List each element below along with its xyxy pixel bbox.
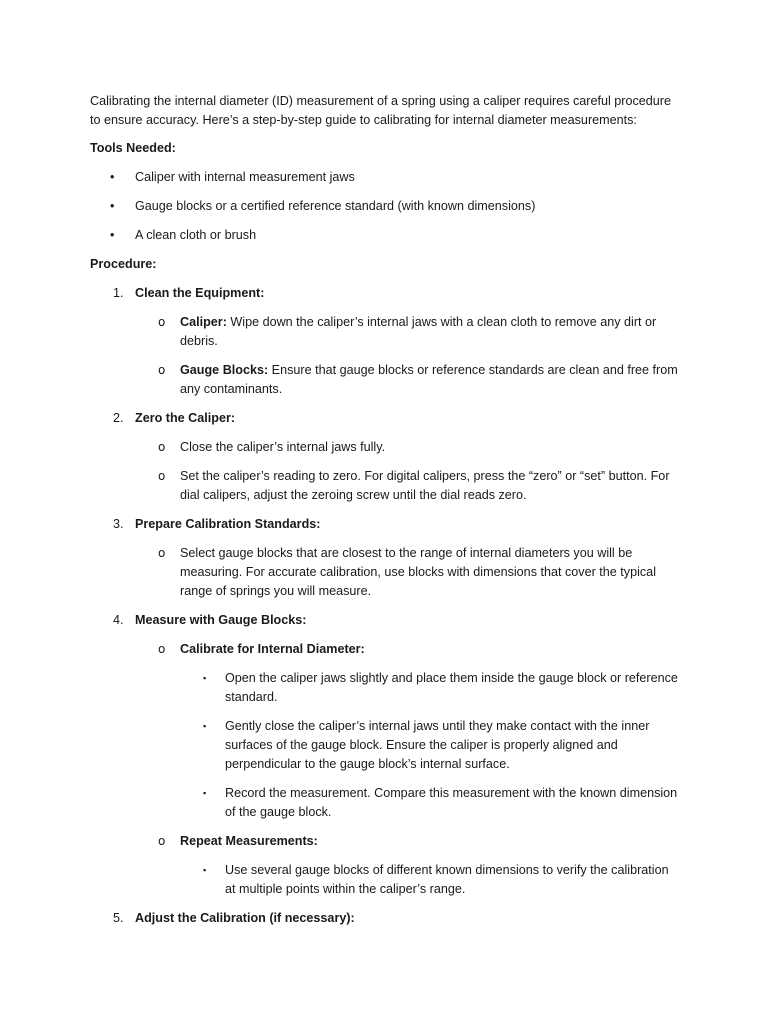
step-number: 3. bbox=[113, 517, 124, 531]
sub-item bbox=[135, 438, 680, 457]
sub-item-label: Repeat Measurements: bbox=[180, 834, 318, 848]
sub-item-text: Set the caliper’s reading to zero. For digital calipers, press the “zero” or “set” button. For dial calipers, adjust the zeroing screw until the dial reads zero. bbox=[180, 469, 670, 502]
nested-item bbox=[180, 784, 680, 822]
bullet-marker: • bbox=[110, 228, 115, 242]
tools-heading bbox=[90, 139, 680, 158]
intro-paragraph: Calibrating the internal diameter (ID) measurement of a spring using a caliper requires careful procedure to ensure accuracy. Here’s a step-by-step guide to calibrating for internal diameter measurements: bbox=[90, 94, 671, 127]
circle-marker: o bbox=[158, 469, 166, 483]
nested-item-text: Record the measurement. Compare this measurement with the known dimension of the gauge block. bbox=[225, 786, 678, 819]
circle-marker: o bbox=[158, 546, 166, 560]
document-page bbox=[90, 92, 680, 938]
procedure-step bbox=[90, 611, 680, 899]
sub-item bbox=[135, 544, 680, 601]
sub-item bbox=[135, 361, 680, 399]
step-sublist bbox=[135, 313, 680, 399]
step-title bbox=[135, 515, 680, 534]
procedure-steps bbox=[90, 284, 680, 928]
step-title-text: Zero the Caliper: bbox=[135, 411, 236, 425]
step-sublist bbox=[135, 544, 680, 601]
sub-item-label: Calibrate for Internal Diameter: bbox=[180, 642, 365, 656]
step-title bbox=[135, 909, 680, 928]
tools-heading-text: Tools Needed: bbox=[90, 141, 176, 155]
step-number: 1. bbox=[113, 286, 124, 300]
procedure-heading bbox=[90, 255, 680, 274]
tools-item-text: Caliper with internal measurement jaws bbox=[135, 170, 355, 184]
step-title bbox=[135, 611, 680, 630]
nested-sublist bbox=[180, 669, 680, 822]
square-bullet-marker: ▪ bbox=[203, 721, 207, 731]
step-title-text: Clean the Equipment: bbox=[135, 286, 265, 300]
step-number: 4. bbox=[113, 613, 124, 627]
circle-marker: o bbox=[158, 315, 166, 329]
step-sublist bbox=[135, 438, 680, 505]
step-number: 2. bbox=[113, 411, 124, 425]
procedure-step bbox=[90, 409, 680, 505]
circle-marker: o bbox=[158, 642, 166, 656]
sub-item bbox=[135, 313, 680, 351]
sub-item bbox=[135, 467, 680, 505]
step-title-text: Adjust the Calibration (if necessary): bbox=[135, 911, 355, 925]
bullet-marker: • bbox=[110, 199, 115, 213]
circle-marker: o bbox=[158, 363, 166, 377]
nested-item bbox=[180, 669, 680, 707]
tools-list bbox=[90, 168, 680, 245]
sub-item bbox=[135, 832, 680, 899]
sub-item-label: Caliper: bbox=[180, 315, 227, 329]
bullet-marker: • bbox=[110, 170, 115, 184]
step-title bbox=[135, 409, 680, 428]
procedure-step bbox=[90, 909, 680, 928]
tools-item-text: Gauge blocks or a certified reference standard (with known dimensions) bbox=[135, 199, 536, 213]
step-title-text: Measure with Gauge Blocks: bbox=[135, 613, 307, 627]
nested-item-text: Gently close the caliper’s internal jaws until they make contact with the inner surfaces of the gauge block. Ensure the caliper is properly aligned and perpendicular to the gauge block’s internal surface. bbox=[225, 719, 650, 771]
sub-item-text: Wipe down the caliper’s internal jaws with a clean cloth to remove any dirt or debris. bbox=[180, 315, 657, 348]
nested-item-text: Open the caliper jaws slightly and place them inside the gauge block or reference standard. bbox=[225, 671, 678, 704]
tools-list-item bbox=[90, 168, 680, 187]
step-title-text: Prepare Calibration Standards: bbox=[135, 517, 321, 531]
tools-item-text: A clean cloth or brush bbox=[135, 228, 257, 242]
sub-item bbox=[135, 640, 680, 822]
sub-item-text: Ensure that gauge blocks or reference standards are clean and free from any contaminants. bbox=[180, 363, 678, 396]
step-number: 5. bbox=[113, 911, 124, 925]
square-bullet-marker: ▪ bbox=[203, 865, 207, 875]
square-bullet-marker: ▪ bbox=[203, 673, 207, 683]
tools-list-item bbox=[90, 226, 680, 245]
nested-item bbox=[180, 861, 680, 899]
nested-item-text: Use several gauge blocks of different known dimensions to verify the calibration at multiple points within the caliper’s range. bbox=[225, 863, 669, 896]
sub-item-text: Close the caliper’s internal jaws fully. bbox=[180, 440, 386, 454]
circle-marker: o bbox=[158, 440, 166, 454]
sub-item-text: Select gauge blocks that are closest to the range of internal diameters you will be measuring. For accurate calibration, use blocks with dimensions that cover the typical range of springs you will measure. bbox=[180, 546, 656, 598]
sub-item-label: Gauge Blocks: bbox=[180, 363, 269, 377]
procedure-heading-text: Procedure: bbox=[90, 257, 157, 271]
circle-marker: o bbox=[158, 834, 166, 848]
nested-item bbox=[180, 717, 680, 774]
procedure-step bbox=[90, 284, 680, 399]
square-bullet-marker: ▪ bbox=[203, 788, 207, 798]
nested-sublist bbox=[180, 861, 680, 899]
step-title bbox=[135, 284, 680, 303]
step-sublist bbox=[135, 640, 680, 899]
procedure-step bbox=[90, 515, 680, 601]
tools-list-item bbox=[90, 197, 680, 216]
